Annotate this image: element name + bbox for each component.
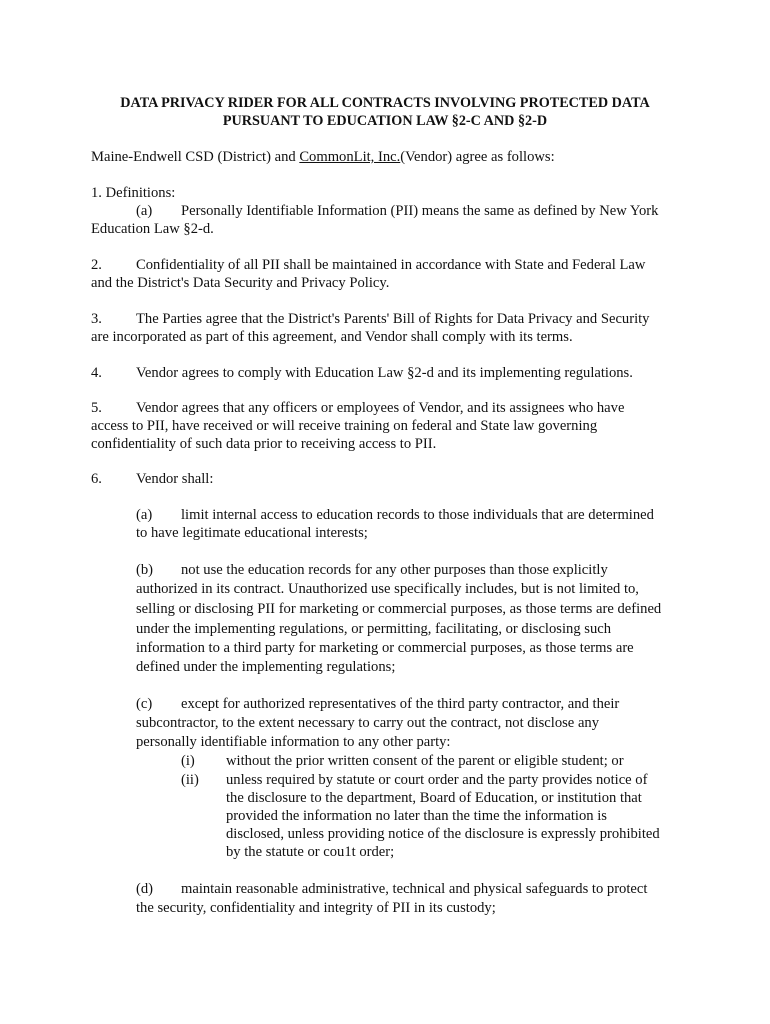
section-5-line-1: Vendor agrees that any officers or employees of Vendor, and its assignees who have <box>136 400 625 416</box>
document-title <box>60 94 710 130</box>
section-6-heading: Vendor shall: <box>136 471 214 487</box>
section-6a-line-1: limit internal access to education records to those individuals that are determined <box>181 507 654 523</box>
section-6c-ii-line-5: by the statute or cou1t order; <box>226 844 395 860</box>
section-6b-line-1: not use the education records for any other purposes than those explicitly <box>181 562 608 578</box>
section-6c-line-3: personally identifiable information to any other party: <box>136 734 451 750</box>
section-5-line-3: confidentiality of such data prior to receiving access to PII. <box>91 436 437 452</box>
intro-rest: (Vendor) agree as follows: <box>400 149 555 165</box>
intro-paragraph <box>91 148 555 166</box>
section-6c-line-2: subcontractor, to the extent necessary to carry out the contract, not disclose any <box>136 715 600 731</box>
section-4-number: 4. <box>91 365 102 381</box>
section-6c-label: (c) <box>136 696 153 712</box>
section-6c-ii-line-4: disclosed, unless providing notice of the disclosure is expressly prohibited <box>226 826 660 842</box>
section-2-number: 2. <box>91 257 102 273</box>
section-3-number: 3. <box>91 311 102 327</box>
title-line-2: PURSUANT TO EDUCATION LAW §2-C AND §2-D <box>222 113 548 129</box>
section-6b-line-3: selling or disclosing PII for marketing or commercial purposes, as those terms are defined <box>136 601 662 617</box>
section-5-number: 5. <box>91 400 102 416</box>
section-1-heading: 1. Definitions: <box>91 185 176 201</box>
section-6b-line-6: defined under the implementing regulations; <box>136 659 396 675</box>
title-line-1: DATA PRIVACY RIDER FOR ALL CONTRACTS INVOLVING PROTECTED DATA <box>120 95 650 111</box>
section-3-line-1: The Parties agree that the District's Parents' Bill of Rights for Data Privacy and Security <box>136 311 650 327</box>
section-5-line-2: access to PII, have received or will receive training on federal and State law governing <box>91 418 598 434</box>
section-6c-ii-line-2: the disclosure to the department, Board of Education, or institution that <box>226 790 642 806</box>
section-6c-line-1: except for authorized representatives of the third party contractor, and their <box>181 696 620 712</box>
section-1a-label: (a) <box>136 203 153 219</box>
vendor-name: CommonLit, Inc. <box>299 149 401 165</box>
section-1a-line-1: Personally Identifiable Information (PII) means the same as defined by New York <box>181 203 659 219</box>
section-6d-label: (d) <box>136 881 154 897</box>
section-6a-label: (a) <box>136 507 153 523</box>
section-6d-line-2: the security, confidentiality and integrity of PII in its custody; <box>136 900 496 916</box>
section-2-line-2: and the District's Data Security and Privacy Policy. <box>91 275 390 291</box>
section-6c-ii-line-1: unless required by statute or court order and the party provides notice of <box>226 772 648 788</box>
section-6c-i-label: (i) <box>181 753 195 769</box>
section-6b-label: (b) <box>136 562 154 578</box>
section-6d-line-1: maintain reasonable administrative, technical and physical safeguards to protect <box>181 881 648 897</box>
section-4-line-1: Vendor agrees to comply with Education Law §2-d and its implementing regulations. <box>136 365 633 381</box>
intro-district: Maine-Endwell CSD (District) and <box>91 149 300 165</box>
section-1a-line-2: Education Law §2-d. <box>91 221 214 237</box>
section-6a-line-2: to have legitimate educational interests; <box>136 525 368 541</box>
section-3-line-2: are incorporated as part of this agreement, and Vendor shall comply with its terms. <box>91 329 573 345</box>
section-2-line-1: Confidentiality of all PII shall be maintained in accordance with State and Federal Law <box>136 257 646 273</box>
section-6c-ii-line-3: provided the information no later than the time the information is <box>226 808 607 824</box>
section-6b-line-2: authorized in its contract. Unauthorized use specifically includes, but is not limited to, <box>136 581 639 597</box>
section-6-number: 6. <box>91 471 102 487</box>
section-6b-line-5: information to a third party for marketing or commercial purposes, as those terms are <box>136 640 634 656</box>
section-6c-ii-label: (ii) <box>181 772 199 788</box>
section-6c-i-line-1: without the prior written consent of the parent or eligible student; or <box>226 753 624 769</box>
section-6b-line-4: under the implementing regulations, or permitting, facilitating, or disclosing such <box>136 621 612 637</box>
